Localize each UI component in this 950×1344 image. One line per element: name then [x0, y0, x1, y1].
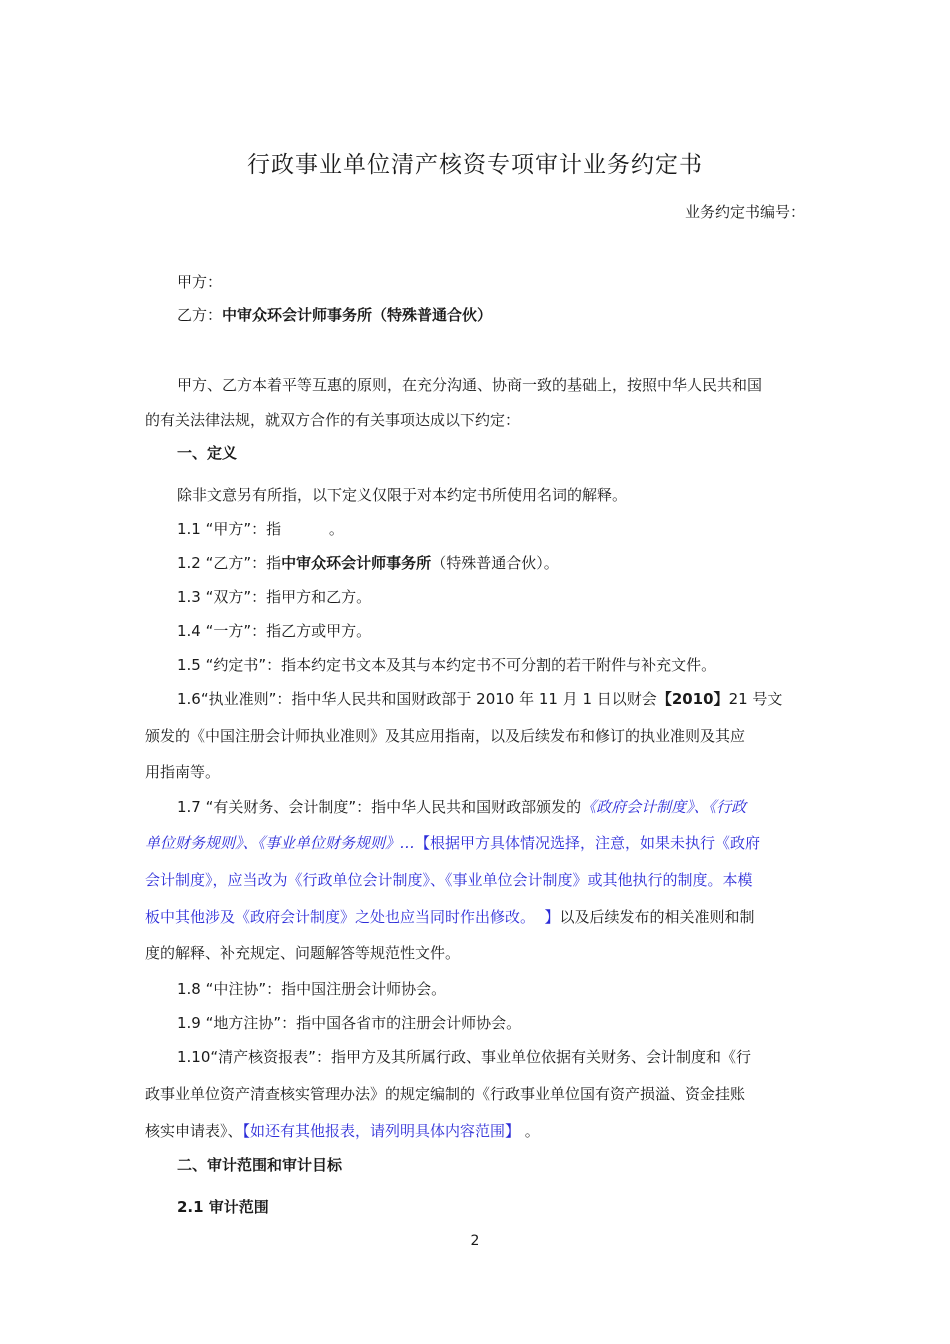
definition-1-10-line-2: 政事业单位资产清查核实管理办法》的规定编制的《行政事业单位国有资产损溢、资金挂账	[145, 1085, 746, 1103]
intro-line-1: 甲方、乙方本着平等互惠的原则，在充分沟通、协商一致的基础上，按照中华人民共和国	[177, 376, 763, 394]
definition-1-2-suffix: （特殊普通合伙）。	[431, 554, 559, 572]
document-title: 行政事业单位清产核资专项审计业务约定书	[247, 152, 703, 178]
definition-1-7-regulations: 《政府会计制度》、《行政	[581, 798, 747, 816]
definition-1-3: 1.3 “双方”：指甲方和乙方。	[177, 588, 372, 606]
party-b-name: 中审众环会计师事务所（特殊普通合伙）	[222, 306, 493, 324]
definition-1-2-prefix: 1.2 “乙方”：指	[177, 554, 282, 572]
page-number: 2	[470, 1233, 480, 1249]
definition-1-7-line-2	[145, 833, 760, 853]
definition-1-6-doc-year: 【2010】	[656, 690, 729, 708]
definition-1-7-regulations-cont: 单位财务规则》、《事业单位财务规则》…	[145, 834, 416, 852]
definition-1-7-prefix: 1.7 “有关财务、会计制度”：指中华人民共和国财政部颁发的	[177, 798, 582, 816]
definition-1-6-line-2: 颁发的《中国注册会计师执业准则》及其应用指南，以及后续发布和修订的执业准则及其应	[145, 727, 746, 745]
definition-1-10-line-3	[145, 1121, 540, 1141]
definition-1-10-suffix: 。	[520, 1122, 540, 1140]
contract-number-label: 业务约定书编号：	[684, 203, 805, 221]
definition-1-6-line-3: 用指南等。	[145, 763, 221, 781]
definition-1-5: 1.5 “约定书”：指本约定书文本及其与本约定书不可分割的若干附件与补充文件。	[177, 656, 717, 674]
definition-lead: 除非文意另有所指，以下定义仅限于对本约定书所使用名词的解释。	[177, 486, 628, 504]
party-a-line: 甲方：	[177, 273, 223, 291]
definition-1-4: 1.4 “一方”：指乙方或甲方。	[177, 622, 372, 640]
definition-1-7-line-4	[145, 907, 755, 927]
section-1-heading: 一、定义	[177, 444, 238, 462]
section-2-1-heading: 2.1 审计范围	[177, 1198, 269, 1216]
definition-1-1: 1.1 “甲方”：指 。	[177, 520, 344, 538]
definition-1-6-prefix: 1.6“执业准则”：指中华人民共和国财政部于 2010 年 11 月 1 日以财会	[177, 690, 657, 708]
definition-1-10-note: 【如还有其他报表，请列明具体内容范围】	[242, 1122, 521, 1140]
party-b-line	[177, 305, 492, 325]
definition-1-9: 1.9 “地方注协”：指中国各省市的注册会计师协会。	[177, 1014, 522, 1032]
definition-1-6-doc-no: 21 号文	[728, 690, 783, 708]
party-b-label: 乙方：	[177, 306, 223, 324]
definition-1-10-prefix: 核实申请表》、	[145, 1122, 243, 1140]
definition-1-7-note-start: 【根据甲方具体情况选择，注意，如果未执行《政府	[415, 834, 761, 852]
definition-1-7-suffix: 以及后续发布的相关准则和制	[559, 908, 755, 926]
definition-1-7-note-end: 板中其他涉及《政府会计制度》之处也应当同时作出修改。 】	[145, 908, 560, 926]
definition-1-2	[177, 553, 559, 573]
definition-1-7-line-1	[177, 797, 746, 817]
definition-1-7-line-5: 度的解释、补充规定、问题解答等规范性文件。	[145, 944, 461, 962]
section-2-heading: 二、审计范围和审计目标	[177, 1156, 343, 1174]
definition-1-8: 1.8 “中注协”：指中国注册会计师协会。	[177, 980, 447, 998]
definition-1-2-firm: 中审众环会计师事务所	[281, 554, 432, 572]
intro-line-2: 的有关法律法规，就双方合作的有关事项达成以下约定：	[145, 411, 521, 429]
definition-1-10-line-1: 1.10“清产核资报表”：指甲方及其所属行政、事业单位依据有关财务、会计制度和《行	[177, 1048, 751, 1066]
definition-1-6-line-1	[177, 689, 782, 709]
definition-1-7-line-3: 会计制度》，应当改为《行政单位会计制度》、《事业单位会计制度》或其他执行的制度。本模	[145, 871, 753, 889]
